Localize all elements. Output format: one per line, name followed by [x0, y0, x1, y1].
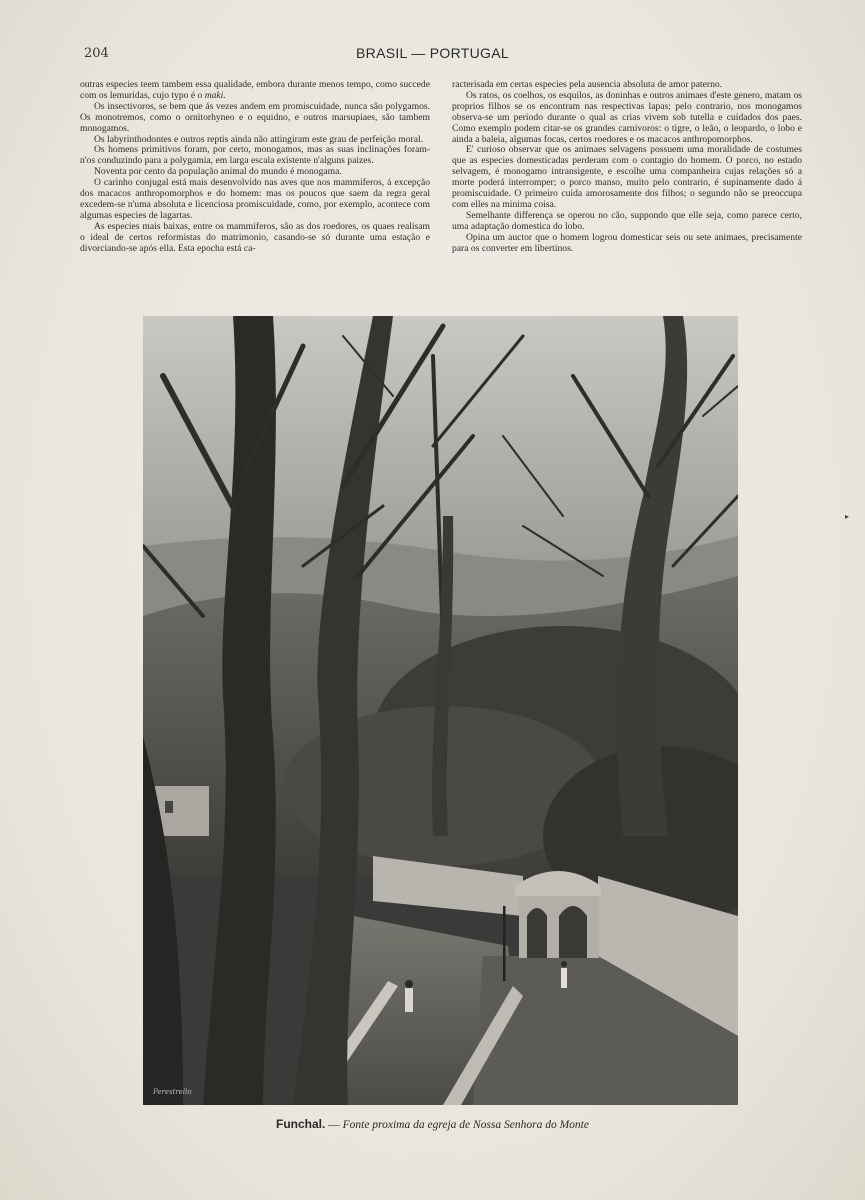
- paragraph: Noventa por cento da população animal do mundo é monogama.: [94, 166, 342, 178]
- paragraph: As especies mais baixas, entre os mammiferos, são as dos roedores, os quaes realisam o ideal de certos reformistas do matrimonio, casando-se só durante uma estação e divorciando-se após ella. Esta epocha está ca-: [80, 220, 430, 254]
- paragraph: Os ratos, os coelhos, os esquilos, as doninhas e outros animaes d'este genero, matam os proprios filhos se os encontram nas respectivas lapas; pelo contrario, nos monogamos observa-se um periodo durante o qual as crias vivem sob tutella e cuidados dos paes. Como exemplo podem citar-se os grandes carnivoros: o tigre, o leão, o leopardo, o lobo e ainda a baleia, algumas focas, certos roedores e os macacos anthropomorphos.: [452, 89, 802, 145]
- paragraph: O carinho conjugal está mais desenvolvido nas aves que nos mammiferos, á excepção dos macacos anthropomorphos e do homem: mas os poucos que saem da regra geral excedem-se n'uma absoluta e licenciosa promiscuidade, como, por exemplo, acontece com algumas especies de lagartas.: [80, 177, 430, 221]
- photographer-signature: Perestrello: [153, 1088, 192, 1096]
- photograph-funchal-fountain: [143, 316, 738, 1105]
- paragraph: racterisada em certas especies pela ausencia absoluta de amor paterno.: [452, 79, 723, 90]
- running-head: BRASIL — PORTUGAL: [356, 45, 509, 61]
- photo-illustration: [143, 316, 738, 1105]
- paragraph: Os labyrinthodontes e outros reptis ainda não attingiram este grau de perfeição moral.: [94, 133, 424, 145]
- text-column-left: [80, 80, 430, 255]
- paragraph: outras especies teem tambem essa qualidade, embora durante menos tempo, como succede com os lemuridas, cujo typo é o maki.: [80, 79, 430, 101]
- paragraph: Os homens primitivos foram, por certo, monogamos, mas as suas inclinações foram-n'os conduzindo para a polygamia, em larga escala existente n'alguns paizes.: [80, 144, 430, 167]
- photo-caption: [0, 1117, 865, 1131]
- page-number: 204: [84, 46, 109, 61]
- caption-description: Fonte proxima da egreja de Nossa Senhora do Monte: [342, 1119, 589, 1131]
- caption-separator: —: [325, 1119, 343, 1131]
- paragraph: Semelhante differença se operou no cão, suppondo que elle seja, como parece certo, uma adaptação domestica do lobo.: [452, 209, 802, 232]
- text-column-right: [452, 80, 802, 255]
- paragraph: Opina um auctor que o homem logrou domesticar seis ou sete animaes, precisamente para os converter em libertinos.: [452, 231, 802, 254]
- caption-place: Funchal.: [276, 1117, 326, 1131]
- paragraph: Os insectivoros, se bem que ás vezes andem em promiscuidade, nunca são polygamos. Os monotremos, como o ornitorhyneo e o equidno, e outros marsupiaes, são tambem monogamos.: [80, 100, 430, 134]
- margin-mark: ▸: [845, 512, 850, 521]
- paragraph: E' curioso observar que os animaes selvagens possuem uma moralidade de costumes que as especies domesticadas perderam com o contagio do homem. O porco, no estado selvagem, é monogamo intransigente, e escolhe uma companheira cujas relações só a morte poderá interromper; o porco manso, muito pelo contrario, é supinamente dado á promiscuidade. O primeiro cuida amorosamente dos filhos; o segundo não se preoccupa com elles na minima coisa.: [452, 144, 802, 210]
